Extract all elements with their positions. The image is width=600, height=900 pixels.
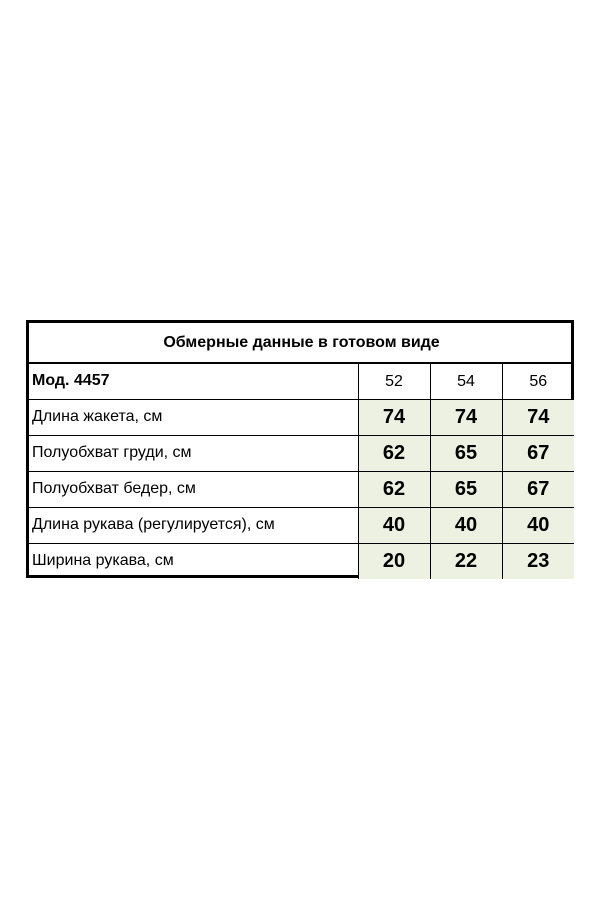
table-row xyxy=(29,435,574,471)
row-value: 20 xyxy=(358,543,430,579)
row-value: 40 xyxy=(358,507,430,543)
row-value: 65 xyxy=(430,471,502,507)
row-value: 74 xyxy=(502,399,574,435)
measurements-grid xyxy=(29,323,574,579)
measurements-table xyxy=(26,320,574,578)
row-label: Длина жакета, см xyxy=(29,399,358,435)
size-header-52: 52 xyxy=(358,363,430,399)
row-label: Ширина рукава, см xyxy=(29,543,358,579)
row-label: Полуобхват бедер, см xyxy=(29,471,358,507)
row-value: 74 xyxy=(430,399,502,435)
model-label: Мод. 4457 xyxy=(29,363,358,399)
table-row xyxy=(29,471,574,507)
row-value: 62 xyxy=(358,471,430,507)
size-header-row xyxy=(29,363,574,399)
row-label: Полуобхват груди, см xyxy=(29,435,358,471)
row-value: 67 xyxy=(502,435,574,471)
row-value: 74 xyxy=(358,399,430,435)
row-value: 62 xyxy=(358,435,430,471)
row-value: 65 xyxy=(430,435,502,471)
row-value: 67 xyxy=(502,471,574,507)
row-value: 22 xyxy=(430,543,502,579)
table-row xyxy=(29,399,574,435)
row-value: 40 xyxy=(502,507,574,543)
table-row xyxy=(29,543,574,579)
size-header-54: 54 xyxy=(430,363,502,399)
table-title-row xyxy=(29,323,574,363)
table-title: Обмерные данные в готовом виде xyxy=(29,323,574,363)
size-header-56: 56 xyxy=(502,363,574,399)
table-row xyxy=(29,507,574,543)
row-value: 40 xyxy=(430,507,502,543)
row-label: Длина рукава (регулируется), см xyxy=(29,507,358,543)
row-value: 23 xyxy=(502,543,574,579)
